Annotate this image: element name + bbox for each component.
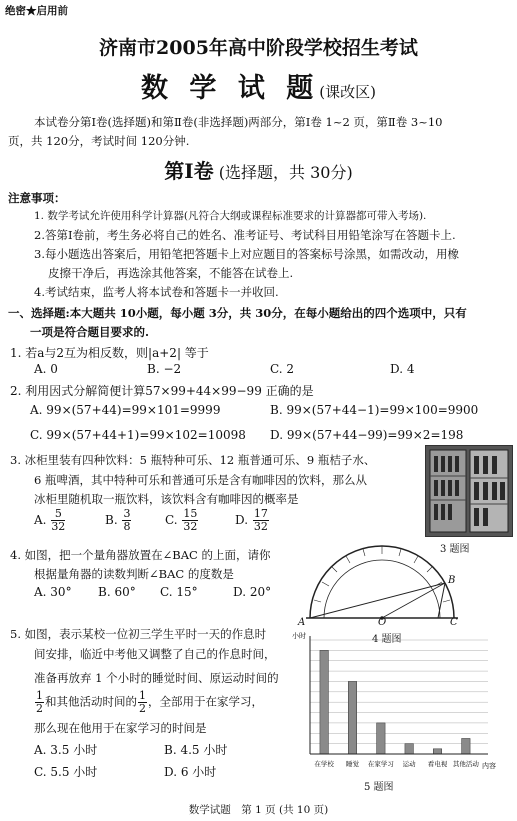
q5-frac2-num: 1	[139, 689, 146, 702]
intro-line-2: 页，共 120分，考试时间 120分钟.	[8, 134, 190, 148]
fridge-photo-drawing	[426, 446, 512, 536]
q5-option-a: A. 3.5 小时	[34, 743, 98, 757]
q3-line-2: 6 瓶啤酒，其中特种可乐和普通可乐是含有咖啡因的饮料，那么从	[34, 473, 367, 487]
fridge-photo	[425, 445, 513, 537]
q4-line-2: 根据量角器的读数判断∠BAC 的度数是	[34, 567, 234, 581]
q2-option-d: D. 99×(57+44−99)=99×2=198	[270, 428, 464, 442]
page-footer: 数学试题 第 1 页 (共 10 页)	[188, 804, 329, 816]
q4-option-c: C. 15°	[160, 585, 198, 599]
q5-line-4a: 和其他活动时间的	[45, 694, 137, 709]
section-title: 第Ⅰ卷	[164, 159, 214, 183]
q5-line-3: 准备再放弃 1 个小时的睡觉时间、原运动时间的	[34, 671, 279, 685]
notes-heading: 注意事项：	[8, 191, 66, 205]
chart-tick-label: 运动	[402, 760, 416, 768]
secret-label: 绝密★启用前	[5, 5, 68, 17]
q5-line-4	[34, 690, 263, 715]
q1-option-b: B. −2	[147, 362, 182, 376]
q5-frac1-num: 1	[36, 689, 43, 702]
q3-option-b-den: 8	[123, 520, 131, 533]
q1-option-d: D. 4	[390, 362, 415, 376]
q1-option-a: A. 0	[34, 362, 58, 376]
q3-figure-label: 3 题图	[440, 544, 470, 555]
point-b-label: B	[448, 575, 456, 586]
q3-option-b-num: 3	[123, 507, 131, 520]
q3-option-b	[105, 508, 132, 533]
q5-line-4b: ，全部用于在家学习，	[148, 694, 263, 709]
q2-option-b: B. 99×(57+44−1)=99×100=9900	[270, 403, 479, 417]
q3-option-a-label: A.	[34, 513, 47, 527]
part1-line-1: 一、选择题:本大题共 10小题，每小题 3分，共 30分，在每小题给出的四个选项中，只有	[8, 306, 467, 320]
exam-title: 济南市2005年高中阶段学校招生考试	[99, 37, 418, 59]
section-subtitle: (选择题，共 30分)	[218, 163, 353, 182]
study-time-bar-chart	[290, 630, 502, 775]
q4-option-d: D. 20°	[233, 585, 272, 599]
q3-option-b-label: B.	[105, 513, 118, 527]
q1-option-c: C. 2	[270, 362, 295, 376]
note-4: 4.考试结束，监考人将本试卷和答题卡一并收回.	[34, 285, 279, 299]
q3-option-c	[165, 508, 199, 533]
q5-line-2: 间安排，临近中考他又调整了自己的作息时间，	[34, 647, 276, 661]
chart-tick-label: 在学校	[314, 760, 334, 768]
q3-line-1: 3. 冰柜里装有四种饮料：5 瓶特种可乐、12 瓶普通可乐、9 瓶桔子水、	[10, 453, 376, 467]
subject-note: (课改区)	[319, 83, 376, 101]
q3-option-d-num: 17	[253, 507, 268, 520]
point-a-label: A	[298, 617, 306, 628]
q4-figure-label: 4 题图	[372, 634, 402, 645]
protractor-figure	[300, 538, 465, 628]
chart-bar-5	[462, 738, 471, 754]
q5-option-b: B. 4.5 小时	[164, 743, 228, 757]
chart-tick-label: 其他活动	[452, 760, 479, 768]
q2-stem: 2. 利用因式分解简便计算57×99+44×99−99 正确的是	[10, 384, 314, 398]
section-heading	[0, 155, 517, 184]
note-3a: 3.每小题选出答案后，用铅笔把答题卡上对应题目的答案标号涂黑，如需改动，用橡	[34, 247, 459, 261]
q2-option-c: C. 99×(57+44+1)=99×102=10098	[30, 428, 246, 442]
q3-option-a	[34, 508, 66, 533]
chart-bar-4	[433, 749, 442, 754]
intro-line-1: 本试卷分第Ⅰ卷(选择题)和第Ⅱ卷(非选择题)两部分，第Ⅰ卷 1~2 页，第Ⅱ卷 3~10	[34, 115, 443, 129]
chart-tick-label: 睡觉	[346, 760, 359, 768]
chart-bar-0	[320, 650, 329, 754]
q4-option-a: A. 30°	[34, 585, 72, 599]
q3-option-a-den: 32	[51, 520, 66, 533]
point-o-label: O	[378, 617, 387, 628]
chart-tick-label: 在家学习	[367, 760, 394, 768]
q2-option-a: A. 99×(57+44)=99×101=9999	[30, 403, 221, 417]
q4-line-1: 4. 如图，把一个量角器放置在∠BAC 的上面，请你	[10, 548, 271, 562]
chart-x-label: 内容	[482, 762, 496, 770]
q5-line-1: 5. 如图，表示某校一位初三学生平时一天的作息时	[10, 627, 267, 641]
q5-line-5: 那么现在他用于在家学习的时间是	[34, 721, 207, 735]
q3-option-c-num: 15	[183, 507, 198, 520]
subject-heading	[0, 66, 517, 105]
q5-option-d: D. 6 小时	[164, 765, 217, 779]
chart-bar-2	[377, 723, 386, 754]
point-c-label: C	[450, 617, 458, 628]
chart-y-label: 小时	[292, 632, 306, 640]
q1-stem: 1. 若a与2互为相反数，则|a+2| 等于	[10, 346, 209, 360]
chart-tick-label: 看电视	[427, 760, 448, 768]
chart-bar-1	[348, 681, 357, 754]
q5-frac2-den: 2	[139, 702, 146, 715]
q3-option-d-den: 32	[253, 520, 268, 533]
q3-option-d-label: D.	[235, 513, 249, 527]
q5-frac1-den: 2	[36, 702, 43, 715]
q3-line-3: 冰柜里随机取一瓶饮料，该饮料含有咖啡因的概率是	[34, 492, 299, 506]
q4-option-b: B. 60°	[98, 585, 136, 599]
note-1: 1. 数学考试允许使用科学计算器(凡符合大纲或课程标准要求的计算器都可带入考场).	[34, 210, 427, 222]
q3-option-c-label: C.	[165, 513, 178, 527]
part1-line-2: 一项是符合题目要求的.	[30, 325, 150, 339]
q3-option-c-den: 32	[183, 520, 198, 533]
note-3b: 皮擦干净后，再选涂其他答案，不能答在试卷上.	[48, 266, 294, 280]
q3-option-a-num: 5	[51, 508, 65, 521]
note-2: 2.答第Ⅰ卷前，考生务必将自己的姓名、准考证号、考试科目用铅笔涂写在答题卡上.	[34, 228, 456, 242]
subject-title: 数 学 试 题	[141, 73, 320, 104]
q3-option-d	[235, 508, 270, 533]
q5-option-c: C. 5.5 小时	[34, 765, 98, 779]
chart-bar-3	[405, 744, 414, 754]
q5-figure-label: 5 题图	[364, 782, 394, 793]
